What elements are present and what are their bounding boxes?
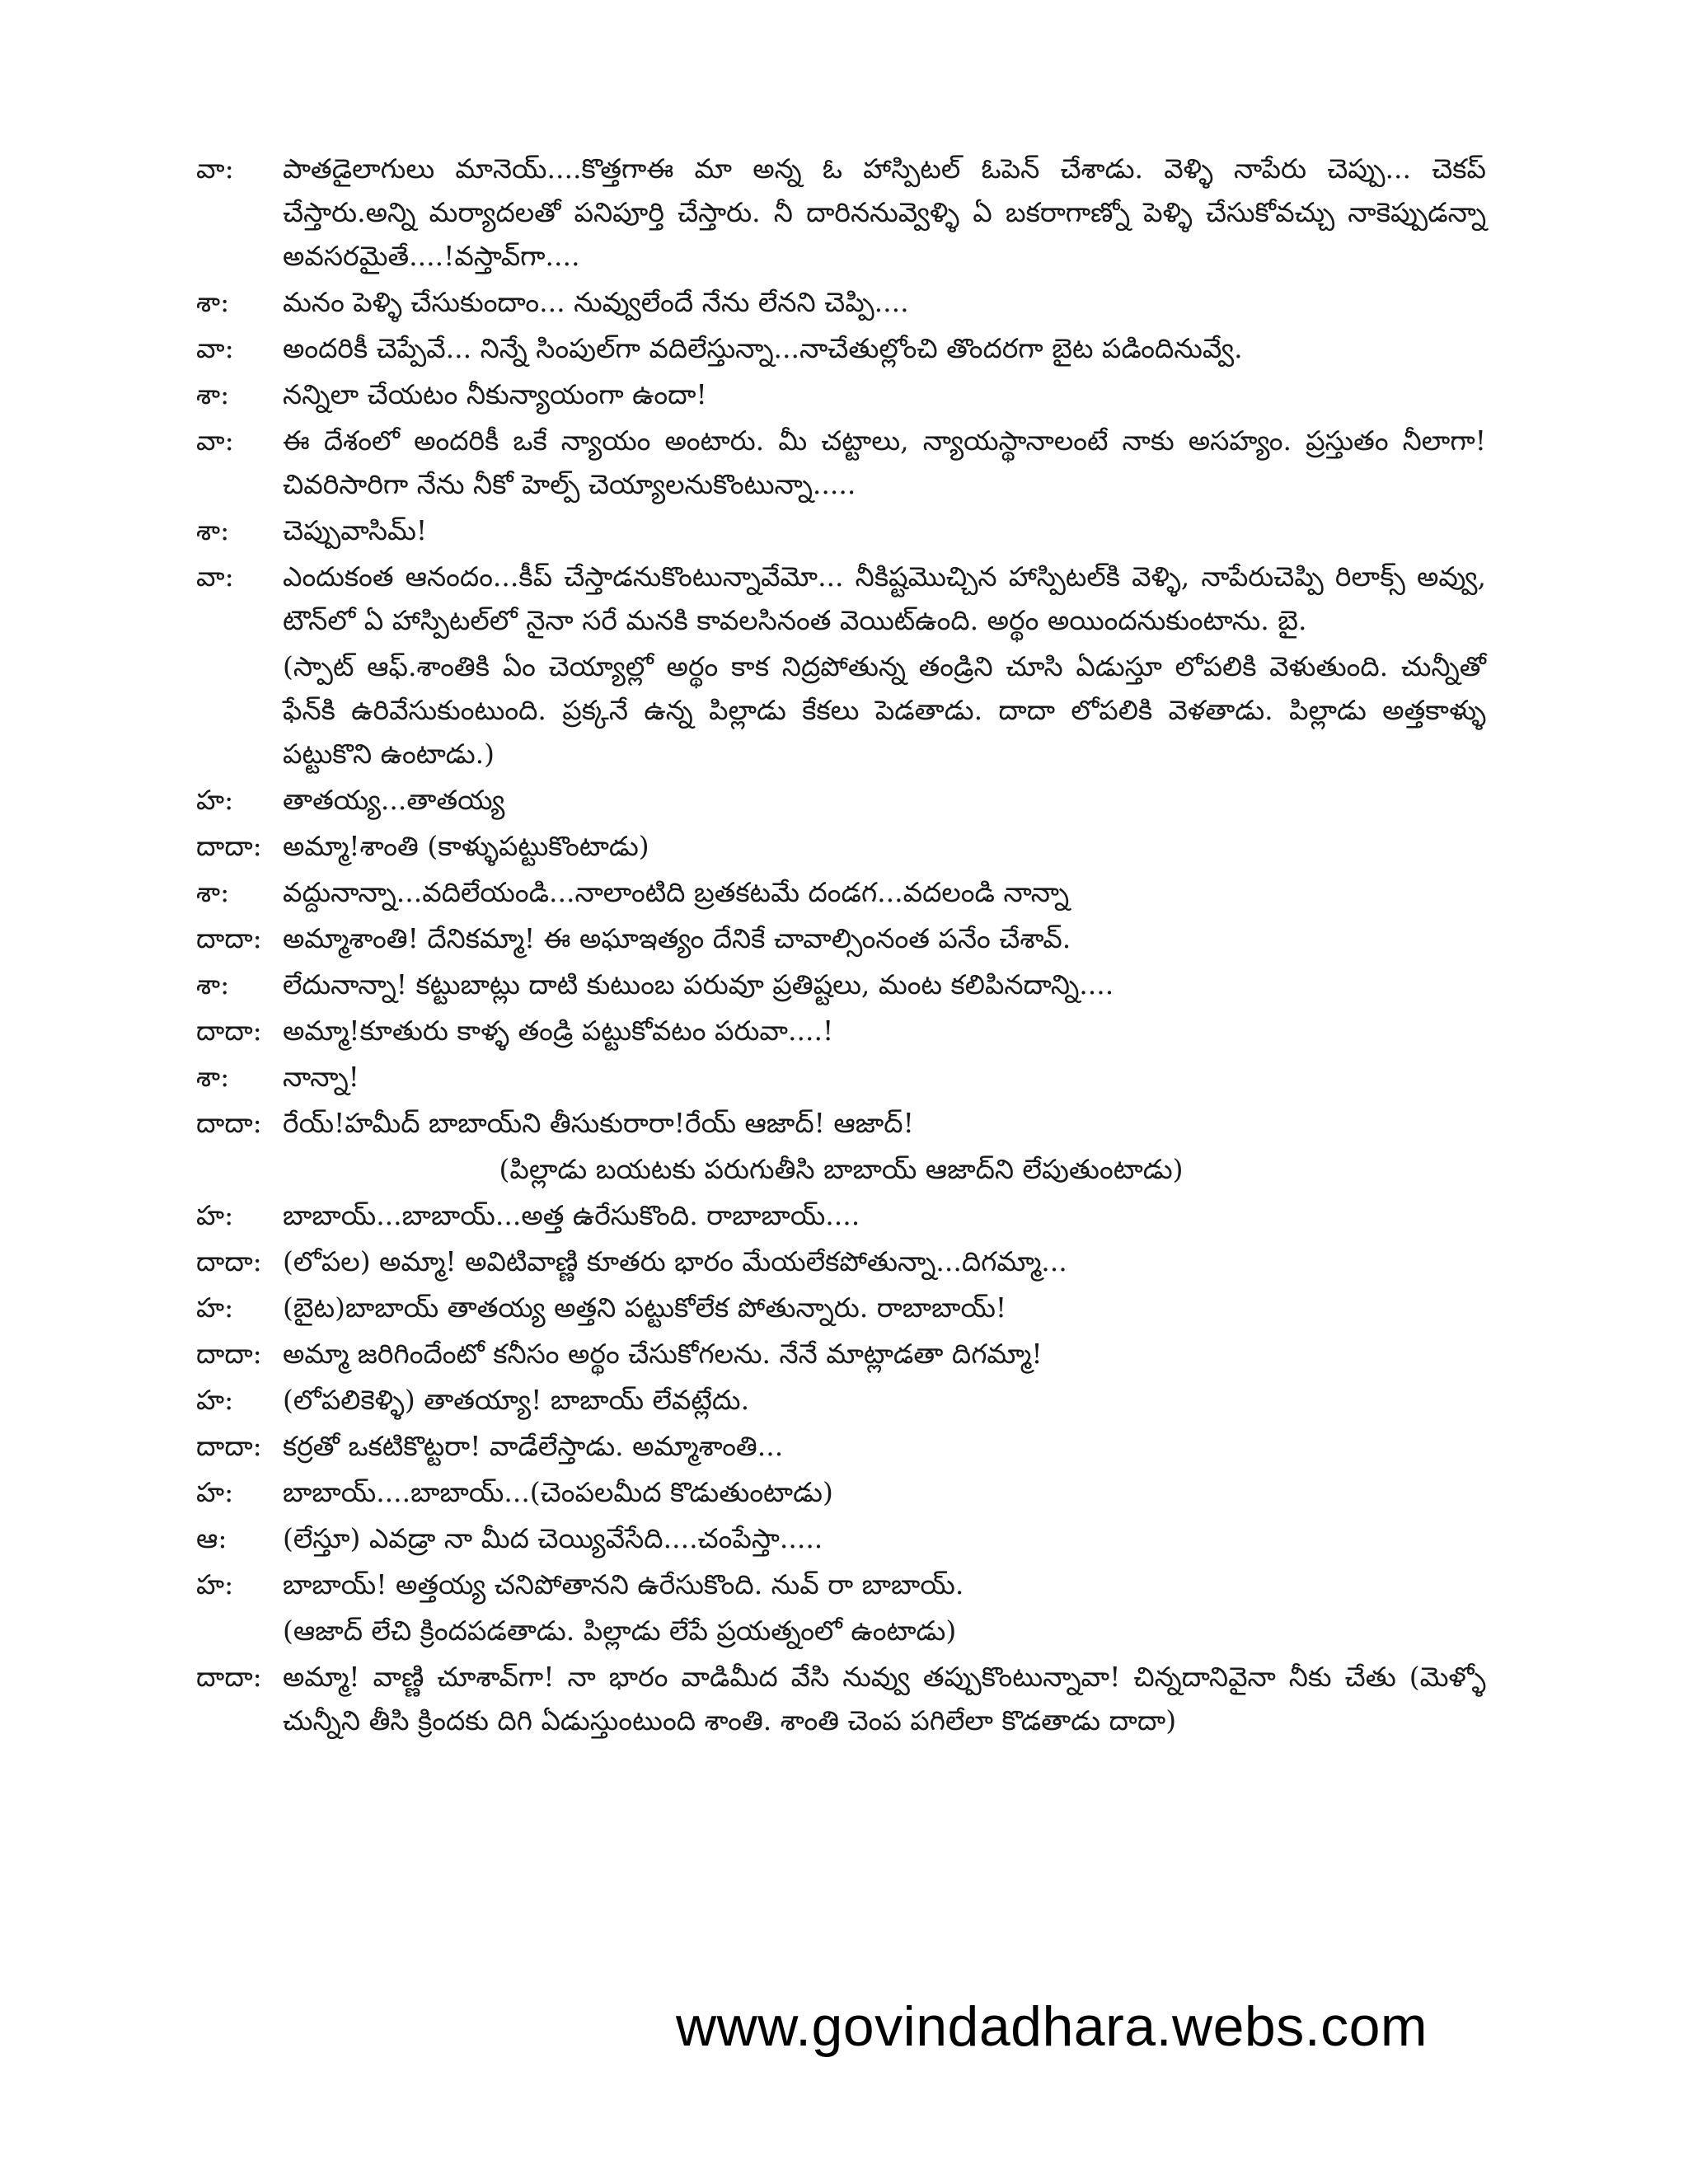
speaker-label: శా: (196, 514, 230, 546)
speaker-label: హ: (196, 784, 234, 816)
dialogue-line (196, 870, 1486, 914)
dialogue-text: పాతడైలాగులు మానెయ్....కొత్తగాఈ మా అన్న ఓ హాస్పిటల్ ఓపెన్ చేశాడు. వెళ్ళి నాపేరు చెప్పు... చెకప్ చేస్తారు.అన్ని మర్యాదలతో పనిపూర్తి చేస్తారు. నీ దారిననువ్వెళ్ళి ఏ బకరాగాణ్నో పెళ్ళి చేసుకోవచ్చు నాకెప్పుడన్నా అవసరమైతే....!వస్తావ్‌గా.... (283, 152, 1486, 272)
dialogue-text: అమ్మాశాంతి! దేనికమ్మా! ఈ అఘాఇత్యం దేనికే చావాల్సింనంత పనేం చేశావ్. (283, 922, 1071, 954)
dialogue-text: వద్దునాన్నా...వదిలేయండి...నాలాంటిది బ్రతకటమే దండగ...వదలండి నాన్నా (283, 876, 1070, 908)
speaker-label: వా: (196, 332, 234, 364)
speaker-label: హ: (196, 1291, 234, 1324)
speaker-label: వా: (196, 152, 234, 185)
speaker-label: హ: (196, 1568, 234, 1601)
speaker-label: దాదా: (196, 1015, 262, 1047)
dialogue-line (196, 373, 1486, 416)
dialogue-line (196, 1424, 1486, 1468)
speaker-label: దాదా: (196, 922, 262, 954)
dialogue-line (196, 824, 1486, 868)
dialogue-line (196, 1655, 1486, 1742)
speaker-label: హ: (196, 1384, 234, 1416)
dialogue-text: (బైట)బాబాయ్ తాతయ్య అత్తని పట్టుకోలేక పోతున్నారు. రాబాబాయ్! (283, 1291, 1007, 1324)
dialogue-line (196, 326, 1486, 370)
dialogue-line (196, 1516, 1486, 1560)
dialogue-text: నన్నిలా చేయటం నీకున్యాయంగా ఉందా! (283, 378, 707, 410)
dialogue-line (196, 509, 1486, 552)
dialogue-text: అమ్మా జరిగిందేంటో కనీసం అర్థం చేసుకోగలను. నేనే మాట్లాడతా దిగమ్మా! (283, 1338, 1043, 1370)
dialogue-text: బాబాయ్...బాబాయ్...అత్త ఉరేసుకొంది. రాబాబాయ్.... (283, 1199, 860, 1231)
speaker-label: ఆ: (196, 1522, 227, 1554)
speaker-label: హ: (196, 1476, 234, 1508)
dialogue-line (196, 1470, 1486, 1514)
dialogue-text: చెప్పువాసిమ్! (283, 514, 428, 546)
dialogue-text: రేయ్!హమీద్ బాబాయ్‌ని తీసుకురారా!రేయ్ ఆజాద్! ఆజాద్! (283, 1107, 914, 1139)
dialogue-line (196, 1055, 1486, 1099)
stage-direction (196, 1147, 1486, 1191)
speaker-label: దాదా: (196, 1107, 262, 1139)
speaker-label: శా: (196, 286, 230, 318)
dialogue-line (196, 555, 1486, 642)
speaker-label: దాదా: (196, 1338, 262, 1370)
stage-direction (196, 1609, 1486, 1652)
speaker-label: దాదా: (196, 1430, 262, 1462)
dialogue-text: నాన్నా! (283, 1061, 359, 1093)
stage-direction-text: (ఆజాద్ లేచి క్రిందపడతాడు. పిల్లాడు లేపే ప్రయత్నంలో ఉంటాడు) (283, 1615, 957, 1647)
dialogue-text: కర్రతో ఒకటికొట్టరా! వాడేలేస్తాడు. అమ్మాశాంతి... (283, 1430, 784, 1462)
dialogue-text: అందరికీ చెప్పేవే... నిన్నే సింపుల్‌గా వదిలేస్తున్నా...నాచేతుల్లోంచి తొందరగా బైట పడిందినువ్వే. (283, 332, 1243, 364)
dialogue-line (196, 1101, 1486, 1145)
speaker-label: వా: (196, 560, 234, 593)
website-url: www.govindadhara.webs.com (676, 1995, 1428, 2058)
dialogue-line (196, 916, 1486, 960)
stage-direction (196, 644, 1486, 776)
stage-direction-text: (స్పాట్ ఆఫ్.శాంతికి ఏం చెయ్యాల్లో అర్థం కాక నిద్రపోతున్న తండ్రిని చూసి ఏడుస్తూ లోపలికి వెళుతుంది. చున్నీతో ఫేన్‌కి ఉరివేసుకుంటుంది. ప్రక్కనే ఉన్న పిల్లాడు కేకలు పెడతాడు. దాదా లోపలికి వెళతాడు. పిల్లాడు అత్తకాళ్ళు పట్టుకొని ఉంటాడు.) (283, 650, 1486, 770)
dialogue-text: (లోపలికెళ్ళి) తాతయ్యా! బాబాయ్ లేవట్లేదు. (283, 1384, 750, 1416)
dialogue-text: మనం పెళ్ళి చేసుకుందాం... నువ్వులేందే నేను లేనని చెప్పి.... (283, 286, 909, 318)
dialogue-text: లేదునాన్నా! కట్టుబాట్లు దాటి కుటుంబ పరువూ ప్రతిష్టలు, మంట కలిపినదాన్ని.... (283, 968, 1114, 1001)
dialogue-line (196, 1332, 1486, 1376)
dialogue-text: అమ్మా!కూతురు కాళ్ళ తండ్రి పట్టుకోవటం పరువా....! (283, 1015, 834, 1047)
speaker-label: దాదా: (196, 1245, 262, 1277)
dialogue-line (196, 1009, 1486, 1052)
dialogue-line (196, 280, 1486, 324)
dialogue-text: బాబాయ్! అత్తయ్య చనిపోతానని ఉరేసుకొంది. నువ్ రా బాబాయ్. (283, 1568, 964, 1601)
speaker-label: శా: (196, 378, 230, 410)
dialogue-line (196, 1563, 1486, 1606)
dialogue-line (196, 1193, 1486, 1237)
speaker-label: శా: (196, 876, 230, 908)
dialogue-text: అమ్మా!శాంతి (కాళ్ళుపట్టుకొంటాడు) (283, 830, 649, 862)
speaker-label: శా: (196, 1061, 230, 1093)
dialogue-text: (లోపల) అమ్మా! అవిటివాణ్ణి కూతరు భారం మేయలేకపోతున్నా...దిగమ్మా... (283, 1245, 1067, 1277)
dialogue-line (196, 963, 1486, 1006)
speaker-label: హ: (196, 1199, 234, 1231)
dialogue-line (196, 147, 1486, 278)
dialogue-line (196, 1240, 1486, 1283)
dialogue-text: అమ్మా! వాణ్ణి చూశావ్‌గా! నా భారం వాడిమీద వేసి నువ్వు తప్పుకొంటున్నావా! చిన్నదానివైనా నీకు చేతు (మెళ్ళో చున్నీని తీసి క్రిందకు దిగి ఏడుస్తుంటుంది శాంతి. శాంతి చెంప పగిలేలా కొడతాడు దాదా) (283, 1661, 1486, 1736)
dialogue-line (196, 419, 1486, 506)
speaker-label: దాదా: (196, 1661, 262, 1693)
speaker-label: శా: (196, 968, 230, 1001)
speaker-label: దాదా: (196, 830, 262, 862)
dialogue-line (196, 1378, 1486, 1422)
dialogue-text: ఎందుకంత ఆనందం...కీప్ చేస్తాడనుకొంటున్నావేమో... నీకిష్టమొచ్చిన హాస్పిటల్‌కి వెళ్ళి, నాపేరుచెప్పి రిలాక్స్ అవ్వు, టౌన్‌లో ఏ హాస్పిటల్‌లో నైనా సరే మనకి కావలసినంత వెయిట్‌ఉంది. అర్థం అయిందనుకుంటాను. బై. (283, 560, 1486, 636)
script-body (196, 147, 1486, 1745)
dialogue-text: బాబాయ్....బాబాయ్...(చెంపలమీద కొడుతుంటాడు) (283, 1476, 833, 1508)
stage-direction-text: (పిల్లాడు బయటకు పరుగుతీసి బాబాయ్ ఆజాద్‌ని లేపుతుంటాడు) (499, 1153, 1184, 1185)
dialogue-line (196, 1286, 1486, 1329)
dialogue-text: ఈ దేశంలో అందరికీ ఒకే న్యాయం అంటారు. మీ చట్టాలు, న్యాయస్థానాలంటే నాకు అసహ్యం. ప్రస్తుతం నీలాగా! చివరిసారిగా నేను నీకో హెల్ప్ చెయ్యాలనుకొంటున్నా..... (283, 424, 1486, 500)
dialogue-text: తాతయ్య...తాతయ్య (283, 784, 505, 816)
dialogue-text: (లేస్తూ) ఎవడ్రా నా మీద చెయ్యివేసేది....చంపేస్తా..... (283, 1522, 823, 1554)
dialogue-line (196, 778, 1486, 822)
speaker-label: వా: (196, 424, 234, 457)
